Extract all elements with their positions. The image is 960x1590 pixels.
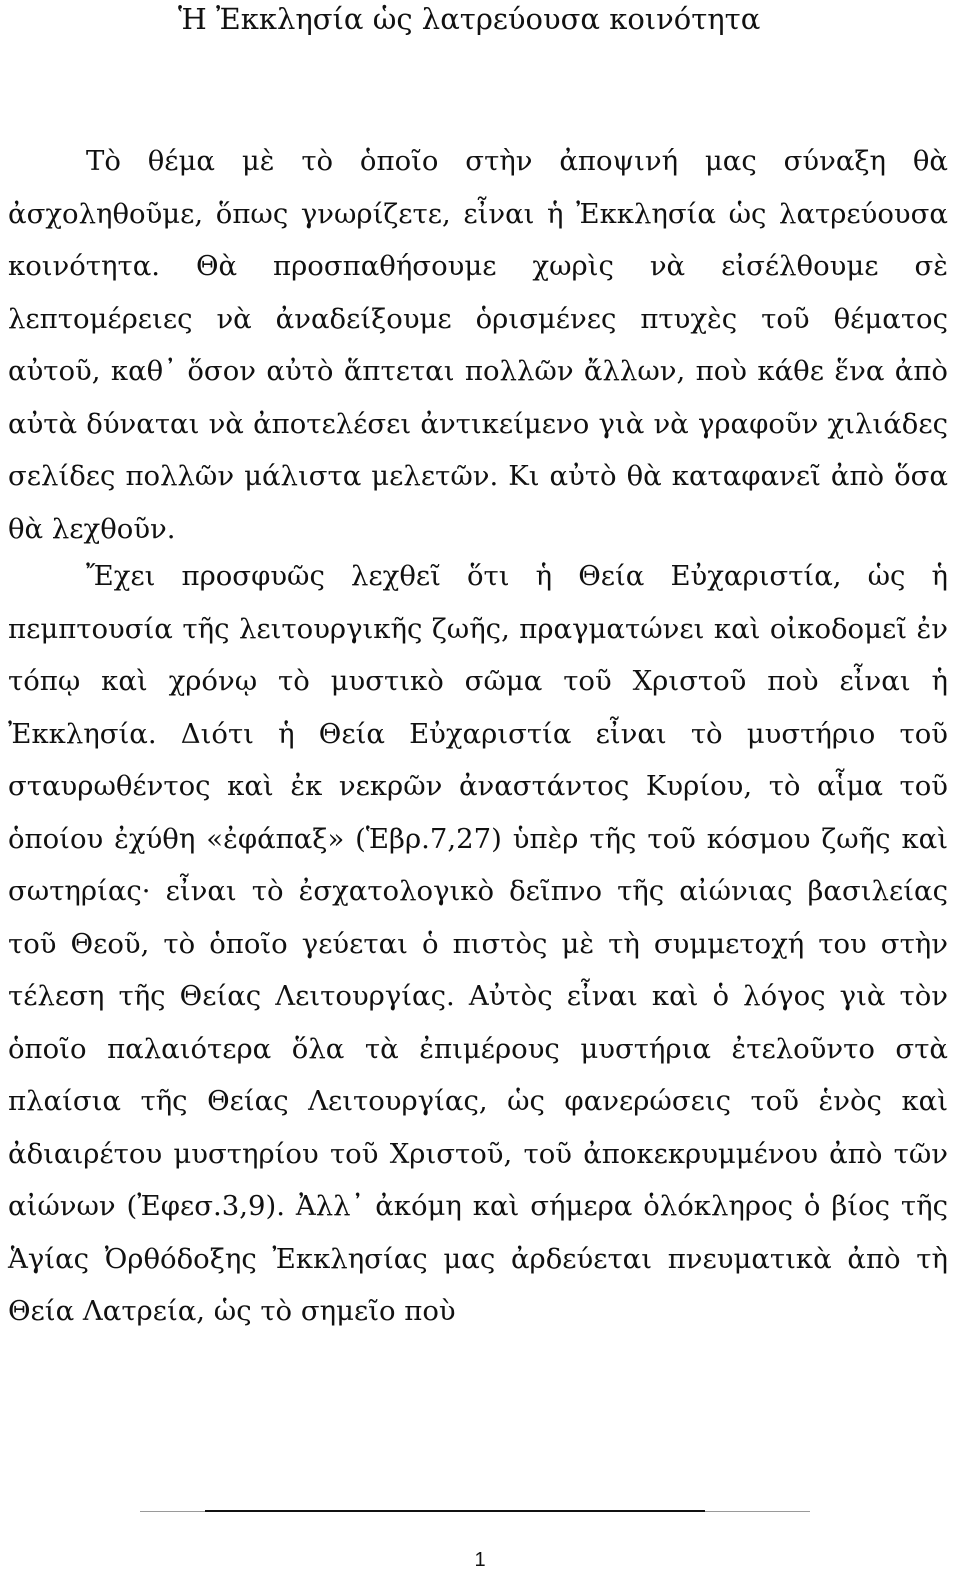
page-title: Ἡ Ἐκκλησία ὡς λατρεύουσα κοινότητα	[178, 2, 761, 36]
paragraph-eucharist: Ἔχει προσφυῶς λεχθεῖ ὅτι ἡ Θεία Εὐχαριστία, ὡς ἡ πεμπτουσία τῆς λειτουργικῆς ζωῆς, πραγματώνει καὶ οἰκοδομεῖ ἐν τόπῳ καὶ χρόνῳ τὸ μυστικὸ σῶμα τοῦ Χριστοῦ ποὺ εἶναι ἡ Ἐκκλησία. Διότι ἡ Θεία Εὐχαριστία εἶναι τὸ μυστήριο τοῦ σταυρωθέντος καὶ ἐκ νεκρῶν ἀναστάντος Κυρίου, τὸ αἷμα τοῦ ὁποίου ἐχύθη «ἐφάπαξ» (Ἑβρ.7,27) ὑπὲρ τῆς τοῦ κόσμου ζωῆς καὶ σωτηρίας· εἶναι τὸ ἐσχατολογικὸ δεῖπνο τῆς αἰώνιας βασιλείας τοῦ Θεοῦ, τὸ ὁποῖο γεύεται ὁ πιστὸς μὲ τὴ συμμετοχή του στὴν τέλεση τῆς Θείας Λειτουργίας. Αὐτὸς εἶναι καὶ ὁ λόγος γιὰ τὸν ὁποῖο παλαιότερα ὅλα τὰ ἐπιμέρους μυστήρια ἐτελοῦντο στὰ πλαίσια τῆς Θείας Λειτουργίας, ὡς φανερώσεις τοῦ ἑνὸς καὶ ἀδιαιρέτου μυστηρίου τοῦ Χριστοῦ, τοῦ ἀποκεκρυμμένου ἀπὸ τῶν αἰώνων (Ἐφεσ.3,9). Ἀλλ᾽ ἀκόμη καὶ σήμερα ὁλόκληρος ὁ βίος τῆς Ἁγίας Ὀρθόδοξης Ἐκκλησίας μας ἀρδεύεται πνευματικὰ ἀπὸ τὴ Θεία Λατρεία, ὡς τὸ σημεῖο ποὺ	[8, 560, 948, 1327]
footnote-divider	[205, 1510, 705, 1512]
page-number: 1	[474, 1549, 486, 1571]
paragraph-intro: Τὸ θέμα μὲ τὸ ὁποῖο στὴν ἀποψινή μας σύναξη θὰ ἀσχοληθοῦμε, ὅπως γνωρίζετε, εἶναι ἡ Ἐκκλησία ὡς λατρεύουσα κοινότητα. Θὰ προσπαθήσουμε χωρὶς νὰ εἰσέλθουμε σὲ λεπτομέρειες νὰ ἀναδείξουμε ὁρισμένες πτυχὲς τοῦ θέματος αὐτοῦ, καθ᾽ ὅσον αὐτὸ ἅπτεται πολλῶν ἄλλων, ποὺ κάθε ἕνα ἀπὸ αὐτὰ δύναται νὰ ἀποτελέσει ἀντικείμενο γιὰ νὰ γραφοῦν χιλιάδες σελίδες πολλῶν μάλιστα μελετῶν. Κι αὐτὸ θὰ καταφανεῖ ἀπὸ ὅσα θὰ λεχθοῦν.	[8, 145, 948, 545]
